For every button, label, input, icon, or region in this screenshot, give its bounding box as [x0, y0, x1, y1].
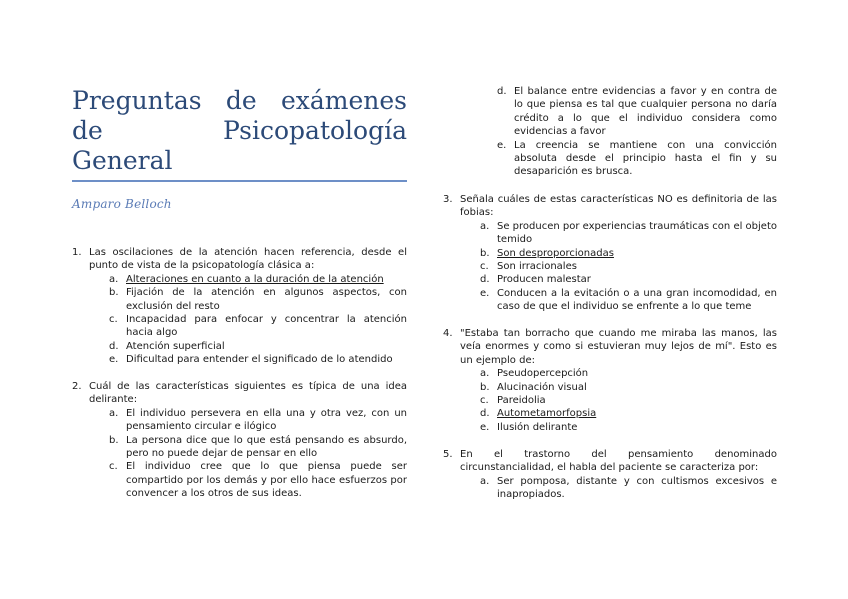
question-text: Las oscilaciones de la atención hacen referencia, desde el punto de vista de la psicopatología clásica a:: [89, 247, 407, 272]
option-letter: e.: [109, 354, 119, 366]
option-5a: [480, 475, 777, 502]
title-divider: [72, 180, 407, 182]
option-text: Pseudopercepción: [497, 368, 589, 380]
option-text: Se producen por experiencias traumáticas con el objeto temido: [497, 220, 777, 246]
option-letter: e.: [480, 421, 490, 433]
option-text: Dificultad para entender el significado de lo atendido: [126, 354, 393, 366]
option-letter: b.: [109, 287, 119, 299]
question-2-continued: [460, 85, 777, 179]
option-3d: [480, 273, 777, 286]
question-4: [443, 327, 777, 434]
option-text: Conducen a la evitación o a una gran incomodidad, en caso de que el individuo se enfrente a lo que teme: [497, 287, 777, 313]
question-number: 5.: [443, 449, 453, 460]
option-2a: [109, 407, 407, 434]
option-text: El individuo cree que lo que piensa puede ser compartido por los demás y por ello hace esfuerzos por convencer a los otros de sus ideas.: [126, 461, 407, 500]
option-4d: [480, 407, 777, 420]
option-3e: [480, 287, 777, 314]
title-word: exámenes: [280, 86, 407, 115]
option-2b: [109, 434, 407, 461]
option-letter: c.: [109, 314, 118, 326]
question-number: 4.: [443, 328, 453, 339]
option-letter: d.: [480, 408, 490, 420]
option-3a: [480, 220, 777, 247]
option-text: Alteraciones en cuanto a la duración de la atención: [126, 273, 384, 285]
option-text: El balance entre evidencias a favor y en contra de lo que piensa es tal que cualquier persona no daría crédito a lo que el individuo considera como evidencias a favor: [514, 86, 777, 138]
option-letter: a.: [480, 475, 490, 487]
option-2d: [497, 85, 777, 139]
question-2: [72, 380, 407, 501]
option-text: Incapacidad para enfocar y concentrar la atención hacia algo: [126, 314, 407, 339]
title-line-2: [72, 116, 407, 146]
title-word: de: [225, 86, 257, 115]
option-text: Son irracionales: [497, 261, 577, 273]
option-3c: [480, 260, 777, 273]
option-text: Ser pomposa, distante y con cultismos excesivos e inapropiados.: [497, 475, 777, 501]
option-2e: [497, 139, 777, 179]
option-text: Son desproporcionadas: [497, 247, 614, 259]
option-1a: [109, 273, 407, 286]
option-1e: [109, 353, 407, 366]
title-word: General: [72, 146, 173, 175]
question-1: [72, 246, 407, 367]
option-text: Fijación de la atención en algunos aspectos, con exclusión del resto: [126, 287, 407, 312]
option-4a: [480, 367, 777, 380]
option-2c: [109, 460, 407, 500]
question-number: 3.: [443, 194, 453, 205]
option-letter: a.: [480, 220, 490, 232]
question-number: 1.: [72, 247, 82, 258]
option-1b: [109, 286, 407, 313]
option-letter: c.: [109, 461, 118, 473]
question-text: "Estaba tan borracho que cuando me miraba las manos, las veía enormes y como si estuvieran muy lejos de mí". Esto es un ejemplo de:: [460, 328, 777, 366]
question-text: Cuál de las características siguientes es típica de una idea delirante:: [89, 381, 407, 406]
option-letter: d.: [109, 340, 119, 352]
option-letter: e.: [497, 139, 507, 151]
option-letter: e.: [480, 287, 490, 299]
option-letter: a.: [109, 407, 119, 419]
option-text: Autometamorfopsia: [497, 408, 597, 420]
option-letter: b.: [480, 247, 490, 259]
option-3b: [480, 247, 777, 260]
option-text: Producen malestar: [497, 274, 591, 286]
document-title: [72, 86, 407, 176]
option-text: Alucinación visual: [497, 381, 587, 393]
option-letter: b.: [109, 434, 119, 446]
title-word: Preguntas: [72, 86, 202, 115]
option-text: El individuo persevera en ella una y otra vez, con un pensamiento circular e ilógico: [126, 407, 407, 433]
option-letter: a.: [109, 273, 119, 285]
option-text: Atención superficial: [126, 340, 225, 352]
option-text: Pareidolia: [497, 395, 546, 407]
option-letter: d.: [497, 86, 507, 97]
option-letter: d.: [480, 274, 490, 286]
option-text: Ilusión delirante: [497, 421, 578, 433]
title-word: Psicopatología: [223, 116, 407, 145]
option-letter: c.: [480, 395, 489, 407]
option-letter: c.: [480, 261, 489, 273]
title-line-3: [72, 146, 407, 176]
author: Amparo Belloch: [72, 197, 172, 211]
option-4c: [480, 394, 777, 407]
title-word: de: [72, 116, 103, 145]
option-letter: b.: [480, 381, 490, 393]
question-number: 2.: [72, 381, 82, 392]
question-text: Señala cuáles de estas características NO es definitoria de las fobias:: [460, 194, 777, 219]
option-text: La persona dice que lo que está pensando es absurdo, pero no puede dejar de pensar en ello: [126, 434, 407, 460]
question-5: [443, 448, 777, 502]
question-3: [443, 193, 777, 314]
option-4b: [480, 381, 777, 394]
option-1c: [109, 313, 407, 340]
option-letter: a.: [480, 368, 490, 380]
title-line-1: [72, 86, 407, 116]
option-4e: [480, 421, 777, 434]
option-text: La creencia se mantiene con una convicción absoluta desde el principio hasta el fin y su desaparición es brusca.: [514, 139, 777, 178]
option-1d: [109, 340, 407, 353]
question-text: En el trastorno del pensamiento denominado circunstancialidad, el habla del paciente se caracteriza por:: [460, 449, 777, 474]
